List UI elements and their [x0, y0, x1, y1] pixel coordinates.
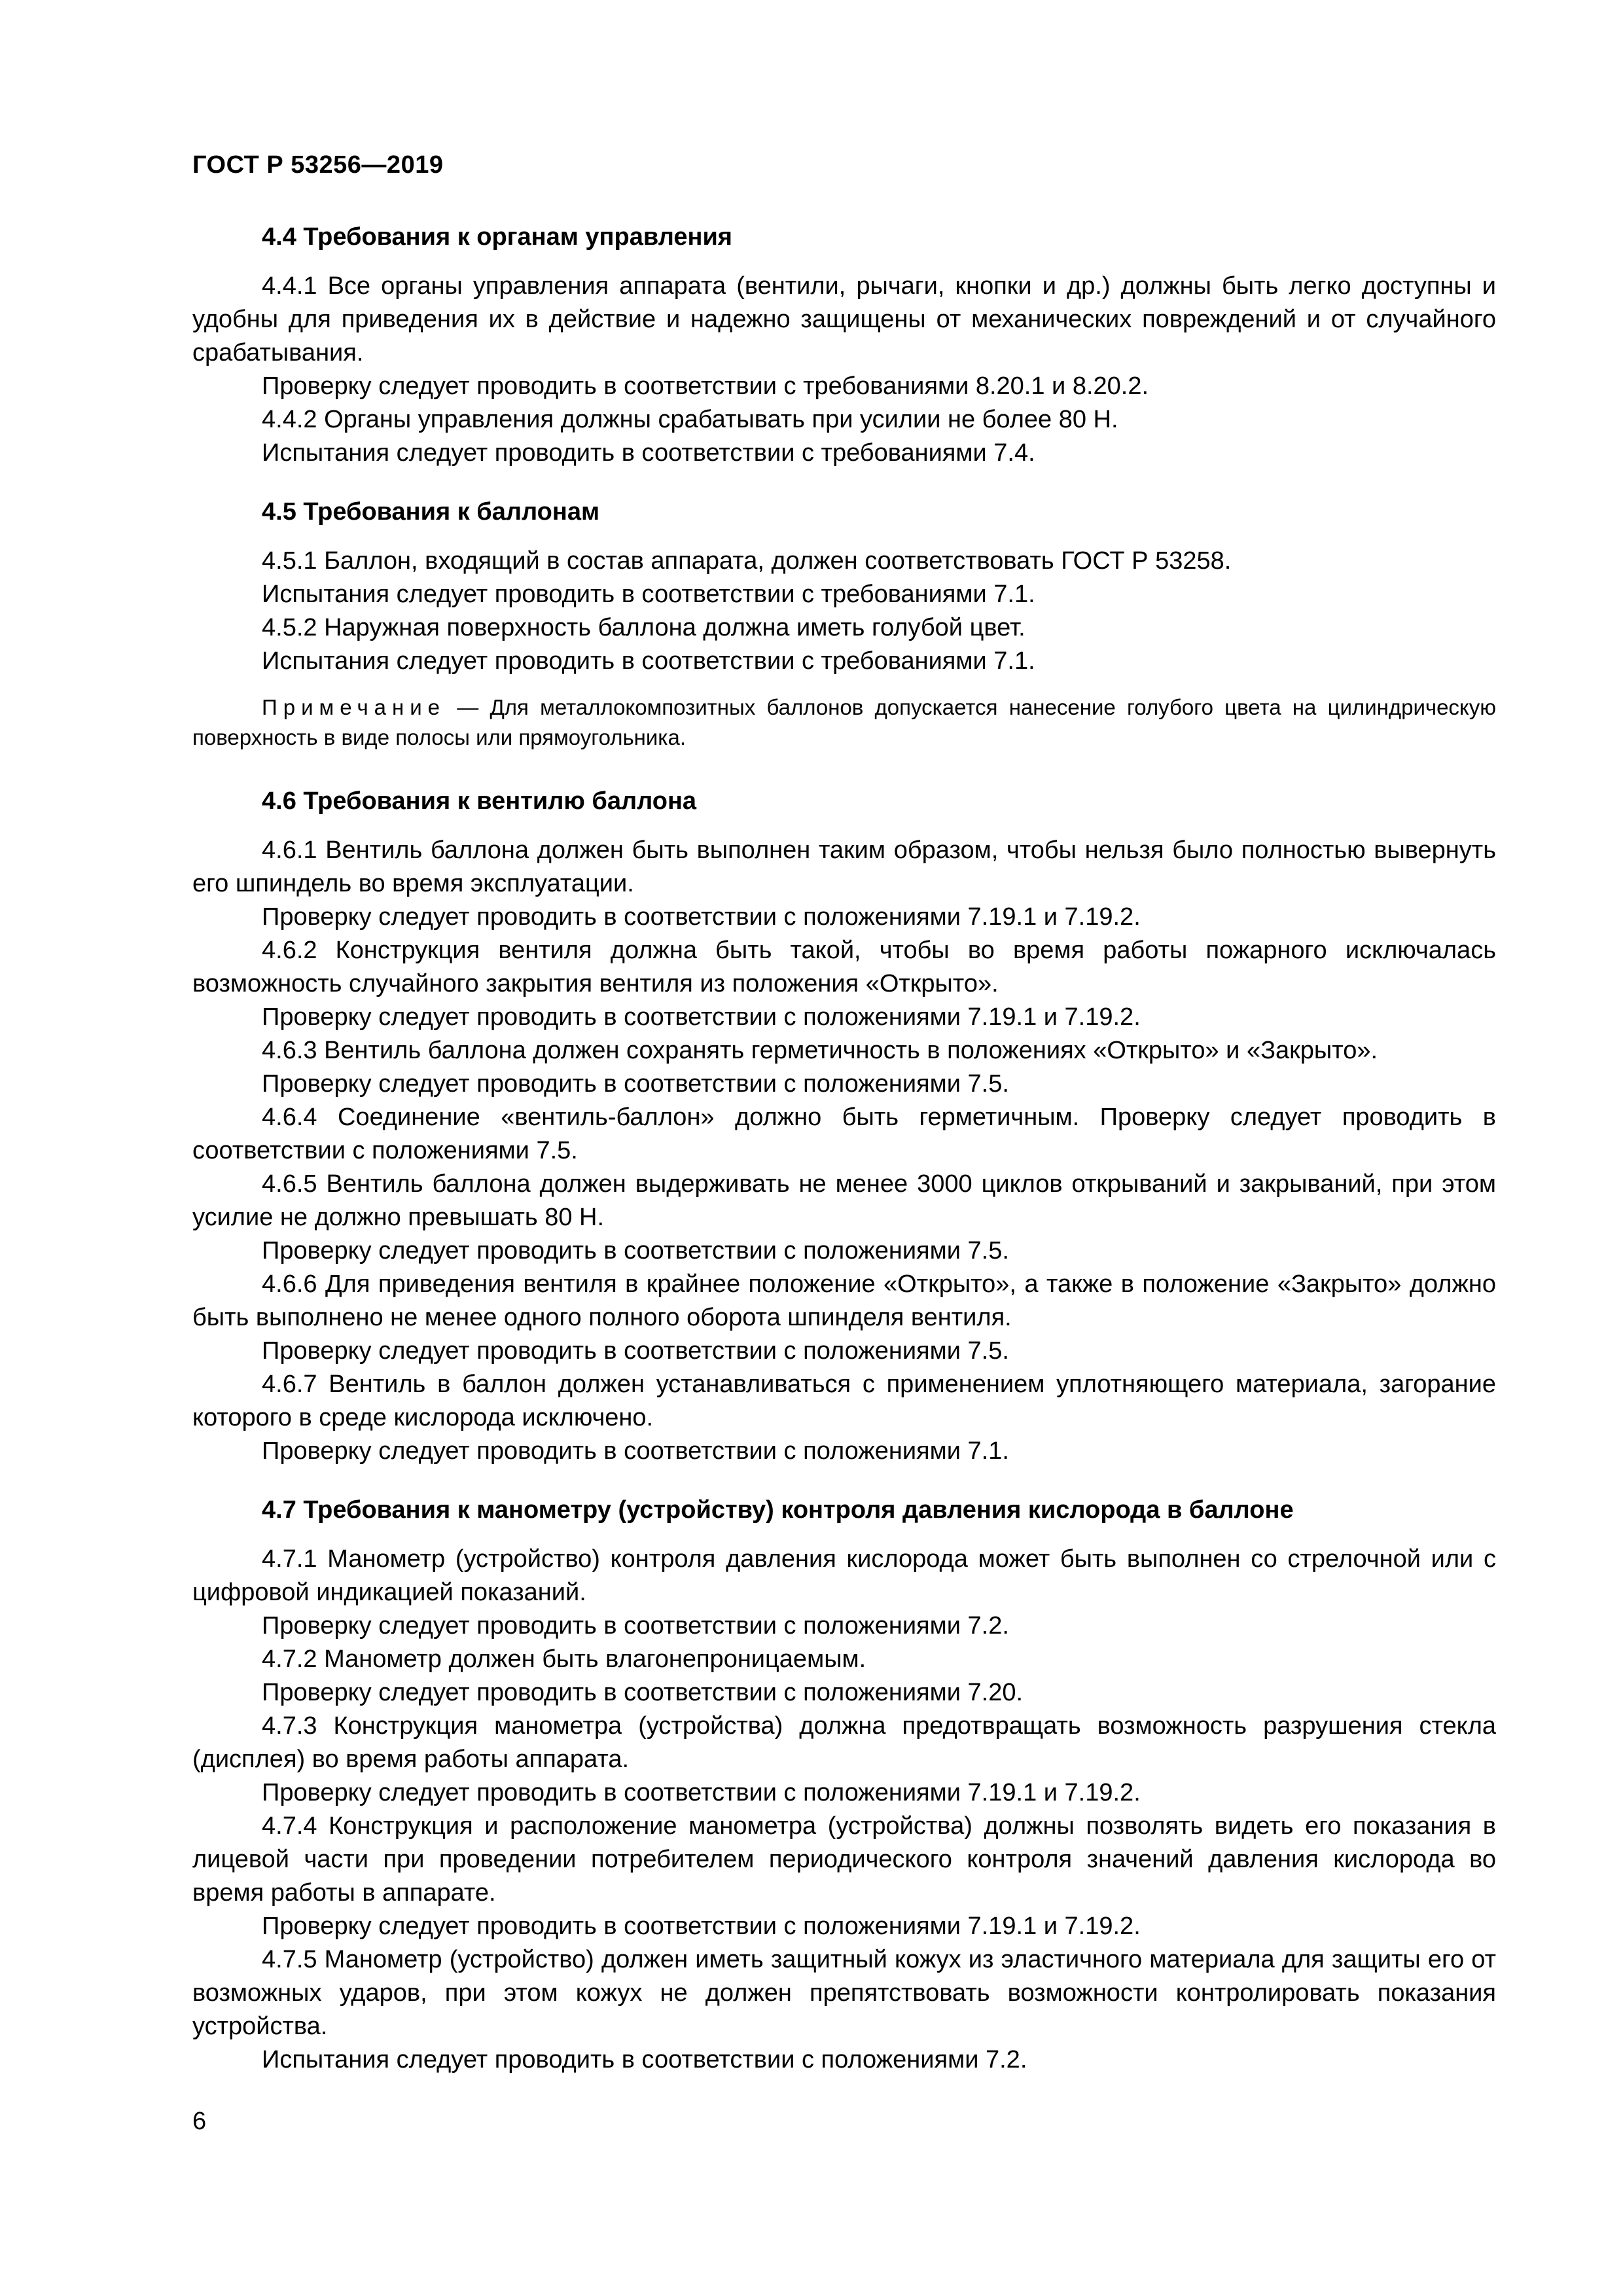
paragraph: Проверку следует проводить в соответствии с положениями 7.20.	[262, 1679, 1024, 1706]
paragraph: Проверку следует проводить в соответствии с положениями 7.5.	[262, 1337, 1009, 1365]
section-4-4	[192, 220, 1496, 470]
paragraph: Проверку следует проводить в соответствии с положениями 7.2.	[262, 1612, 1009, 1640]
paragraph: 4.5.2 Наружная поверхность баллона должна иметь голубой цвет.	[262, 614, 1026, 641]
paragraph: 4.4.2 Органы управления должны срабатывать при усилии не более 80 Н.	[262, 406, 1118, 433]
paragraph: 4.6.7 Вентиль в баллон должен устанавливаться с применением уплотняющего материала, загорание которого в среде кислорода исключено.	[192, 1371, 1496, 1431]
note-label: Примечание	[262, 695, 446, 719]
paragraph: Проверку следует проводить в соответствии с положениями 7.5.	[262, 1070, 1009, 1098]
paragraph: 4.5.1 Баллон, входящий в состав аппарата, должен соответствовать ГОСТ Р 53258.	[262, 547, 1232, 575]
paragraph: 4.6.4 Соединение «вентиль-баллон» должно быть герметичным. Проверку следует проводить в соответствии с положениями 7.5.	[192, 1103, 1496, 1164]
paragraph: Проверку следует проводить в соответствии с положениями 7.19.1 и 7.19.2.	[262, 903, 1141, 931]
paragraph: Проверку следует проводить в соответствии с положениями 7.1.	[262, 1437, 1009, 1465]
section-heading: 4.5 Требования к баллонам	[262, 498, 600, 526]
paragraph: 4.6.6 Для приведения вентиля в крайнее положение «Открыто», а также в положение «Закрыто» должно быть выполнено не менее одного полного оборота шпинделя вентиля.	[192, 1270, 1496, 1331]
paragraph: Испытания следует проводить в соответствии с положениями 7.2.	[262, 2046, 1027, 2073]
paragraph: 4.6.3 Вентиль баллона должен сохранять герметичность в положениях «Открыто» и «Закрыто».	[262, 1037, 1378, 1064]
paragraph: 4.7.5 Манометр (устройство) должен иметь защитный кожух из эластичного материала для защиты его от возможных ударов, при этом кожух не должен препятствовать возможности контролировать показания устройства.	[192, 1946, 1496, 2040]
paragraph: Проверку следует проводить в соответствии с положениями 7.19.1 и 7.19.2.	[262, 1003, 1141, 1031]
paragraph: 4.7.1 Манометр (устройство) контроля давления кислорода может быть выполнен со стрелочной или с цифровой индикацией показаний.	[192, 1545, 1496, 1606]
document-body	[192, 220, 1496, 2077]
page-number: 6	[192, 2108, 207, 2135]
section-4-5	[192, 495, 1496, 753]
paragraph: 4.7.4 Конструкция и расположение манометра (устройства) должны позволять видеть его показания в лицевой части при проведении потребителем периодического контроля значений давления кислорода во время работы в аппарате.	[192, 1812, 1496, 1907]
document-header: ГОСТ Р 53256—2019	[192, 151, 444, 179]
section-heading: 4.4 Требования к органам управления	[262, 223, 732, 251]
section-heading: 4.7 Требования к манометру (устройству) контроля давления кислорода в баллоне	[262, 1496, 1294, 1524]
paragraph: Проверку следует проводить в соответствии с требованиями 8.20.1 и 8.20.2.	[262, 372, 1149, 400]
paragraph: 4.6.5 Вентиль баллона должен выдерживать не менее 3000 циклов открываний и закрываний, при этом усилие не должно превышать 80 Н.	[192, 1170, 1496, 1231]
note-text: — Для металлокомпозитных баллонов допускается нанесение голубого цвета на цилиндрическую поверхность в виде полосы или прямоугольника.	[192, 695, 1496, 749]
paragraph: Проверку следует проводить в соответствии с положениями 7.19.1 и 7.19.2.	[262, 1912, 1141, 1940]
section-4-6	[192, 784, 1496, 1468]
note	[192, 692, 1496, 753]
paragraph: 4.6.2 Конструкция вентиля должна быть такой, чтобы во время работы пожарного исключалась возможность случайного закрытия вентиля из положения «Открыто».	[192, 937, 1496, 997]
paragraph: 4.7.3 Конструкция манометра (устройства) должна предотвращать возможность разрушения стекла (дисплея) во время работы аппарата.	[192, 1712, 1496, 1773]
paragraph: Проверку следует проводить в соответствии с положениями 7.5.	[262, 1237, 1009, 1265]
paragraph: 4.4.1 Все органы управления аппарата (вентили, рычаги, кнопки и др.) должны быть легко доступны и удобны для приведения их в действие и надежно защищены от механических повреждений и от случайного срабатывания.	[192, 272, 1496, 367]
paragraph: 4.7.2 Манометр должен быть влагонепроницаемым.	[262, 1645, 866, 1673]
paragraph: Испытания следует проводить в соответствии с требованиями 7.4.	[262, 439, 1035, 467]
section-heading: 4.6 Требования к вентилю баллона	[262, 787, 697, 815]
paragraph: Испытания следует проводить в соответствии с требованиями 7.1.	[262, 581, 1035, 608]
paragraph: Проверку следует проводить в соответствии с положениями 7.19.1 и 7.19.2.	[262, 1779, 1141, 1806]
section-4-7	[192, 1493, 1496, 2077]
paragraph: 4.6.1 Вентиль баллона должен быть выполнен таким образом, чтобы нельзя было полностью вывернуть его шпиндель во время эксплуатации.	[192, 836, 1496, 897]
paragraph: Испытания следует проводить в соответствии с требованиями 7.1.	[262, 647, 1035, 675]
